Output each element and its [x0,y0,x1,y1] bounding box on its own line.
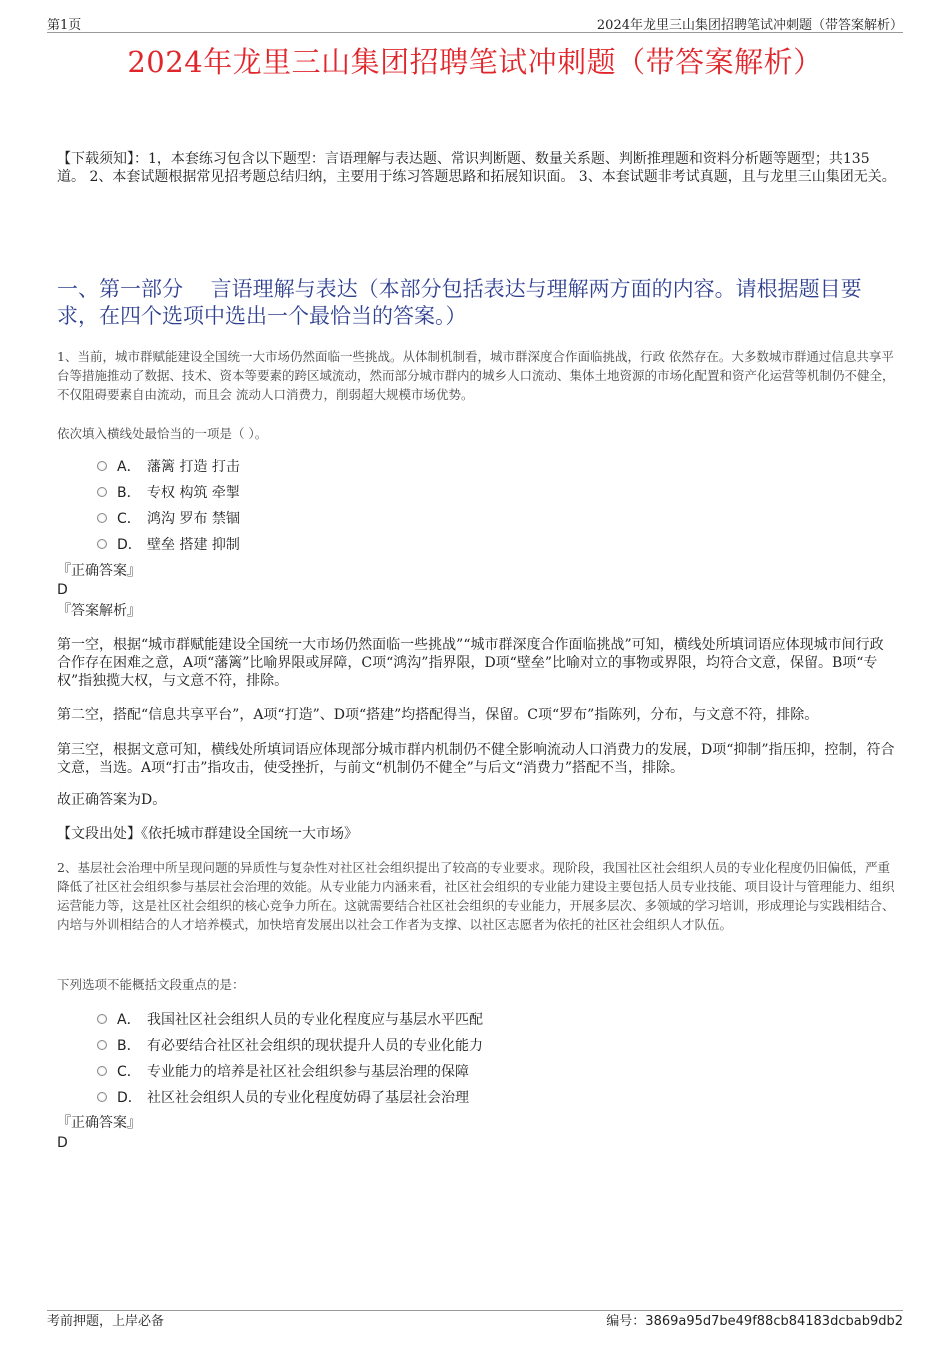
radio-icon[interactable] [97,1092,107,1102]
question-1-analysis-label: 『答案解析』 [57,603,141,619]
section-title: 一、第一部分 言语理解与表达（本部分包括表达与理解两方面的内容。请根据题目要求，在四个选项中选出一个最恰当的答案。） [57,277,862,328]
radio-icon[interactable] [97,461,107,471]
radio-icon[interactable] [97,1014,107,1024]
radio-icon[interactable] [97,1066,107,1076]
radio-icon[interactable] [97,1040,107,1050]
question-2-option-b[interactable]: B． 有必要结合社区社会组织的现状提升人员的专业化能力 [97,1032,483,1058]
question-1-source: 【文段出处】《依托城市群建设全国统一大市场》 [57,826,358,842]
radio-icon[interactable] [97,513,107,523]
question-2-prompt: 下列选项不能概括文段重点的是： [57,977,245,992]
question-1-answer: D [57,582,68,598]
question-2-options [97,1006,483,1110]
question-1-analysis-1: 第一空，根据“城市群赋能建设全国统一大市场仍然面临一些挑战”“城市群深度合作面临挑战”可知，横线处所填词语应体现城市间行政合作存在困难之意，A项“藩篱”比喻界限或屏障，C项“鸿沟”指界限，D项“壁垒”比喻对立的事物或界限，均符合文意，保留。B项“专权”指独揽大权，与文意不符，排除。 [57,637,884,689]
question-2-option-c[interactable]: C． 专业能力的培养是社区社会组织参与基层治理的保障 [97,1058,483,1084]
question-2-answer: D [57,1135,68,1151]
page-number: 第1页 [47,18,82,33]
question-2-answer-label: 『正确答案』 [57,1115,141,1131]
question-1-answer-label: 『正确答案』 [57,563,141,579]
question-1-analysis-4: 故正确答案为D。 [57,792,167,808]
page-footer [47,1310,903,1329]
radio-icon[interactable] [97,539,107,549]
document-title: 2024年龙里三山集团招聘笔试冲刺题（带答案解析） [127,45,823,79]
download-notice: 【下载须知】：1，本套练习包含以下题型：言语理解与表达题、常识判断题、数量关系题、判断推理题和资料分析题等题型；共135道。 2、本套试题根据常见招考题总结归纳，主要用于练习答题思路和拓展知识面。 3、本套试题非考试真题，且与龙里三山集团无关。 [57,151,896,185]
question-2-option-a[interactable]: A． 我国社区社会组织人员的专业化程度应与基层水平匹配 [97,1006,483,1032]
question-1-option-a[interactable]: A． 藩篱 打造 打击 [97,453,240,479]
question-1-option-b[interactable]: B． 专权 构筑 牵掣 [97,479,240,505]
radio-icon[interactable] [97,487,107,497]
question-1-option-d[interactable]: D． 壁垒 搭建 抑制 [97,531,240,557]
question-2-option-d[interactable]: D． 社区社会组织人员的专业化程度妨碍了基层社会治理 [97,1084,483,1110]
question-2-text: 2、基层社会治理中所呈现问题的异质性与复杂性对社区社会组织提出了较高的专业要求。现阶段，我国社区社会组织人员的专业化程度仍旧偏低，严重降低了社区社会组织参与基层社会治理的效能。从专业能力内涵来看，社区社会组织的专业能力建设主要包括人员专业技能、项目设计与管理能力、组织运营能力等，这是社区社会组织的核心竞争力所在。这就需要结合社区社会组织的专业能力，开展多层次、多领域的学习培训，形成理论与实践相结合、内培与外训相结合的人才培养模式，加快培育发展出以社会工作者为支撑、以社区志愿者为依托的社区社会组织人才队伍。 [57,860,895,932]
footer-slogan: 考前押题，上岸必备 [47,1314,165,1329]
header-doc-title: 2024年龙里三山集团招聘笔试冲刺题（带答案解析） [596,18,903,33]
footer-serial: 编号：3869a95d7be49f88cb84183dcbab9db2 [606,1314,903,1329]
question-1-analysis-3: 第三空，根据文意可知，横线处所填词语应体现部分城市群内机制仍不健全影响流动人口消费力的发展，D项“抑制”指压抑，控制，符合文意，当选。A项“打击”指攻击，使受挫折，与前文“机制仍不健全”与后文“消费力”搭配不当，排除。 [57,742,895,776]
question-1-options [97,453,240,557]
page-header [47,14,903,33]
question-1-option-c[interactable]: C． 鸿沟 罗布 禁锢 [97,505,240,531]
question-1-prompt: 依次填入横线处最恰当的一项是（ ）。 [57,426,268,441]
question-1-analysis-2: 第二空，搭配“信息共享平台”，A项“打造”、D项“搭建”均搭配得当，保留。C项“罗布”指陈列，分布，与文意不符，排除。 [57,707,819,723]
question-1-text: 1、当前，城市群赋能建设全国统一大市场仍然面临一些挑战。从体制机制看，城市群深度合作面临挑战，行政 依然存在。大多数城市群通过信息共享平台等措施推动了数据、技术、资本等要素的跨区域流动，然而部分城市群内的城乡人口流动、集体土地资源的市场化配置和资产化运营等机制仍不健全，不仅阻碍要素自由流动，而且会 流动人口消费力，削弱超大规模市场优势。 [57,349,895,402]
